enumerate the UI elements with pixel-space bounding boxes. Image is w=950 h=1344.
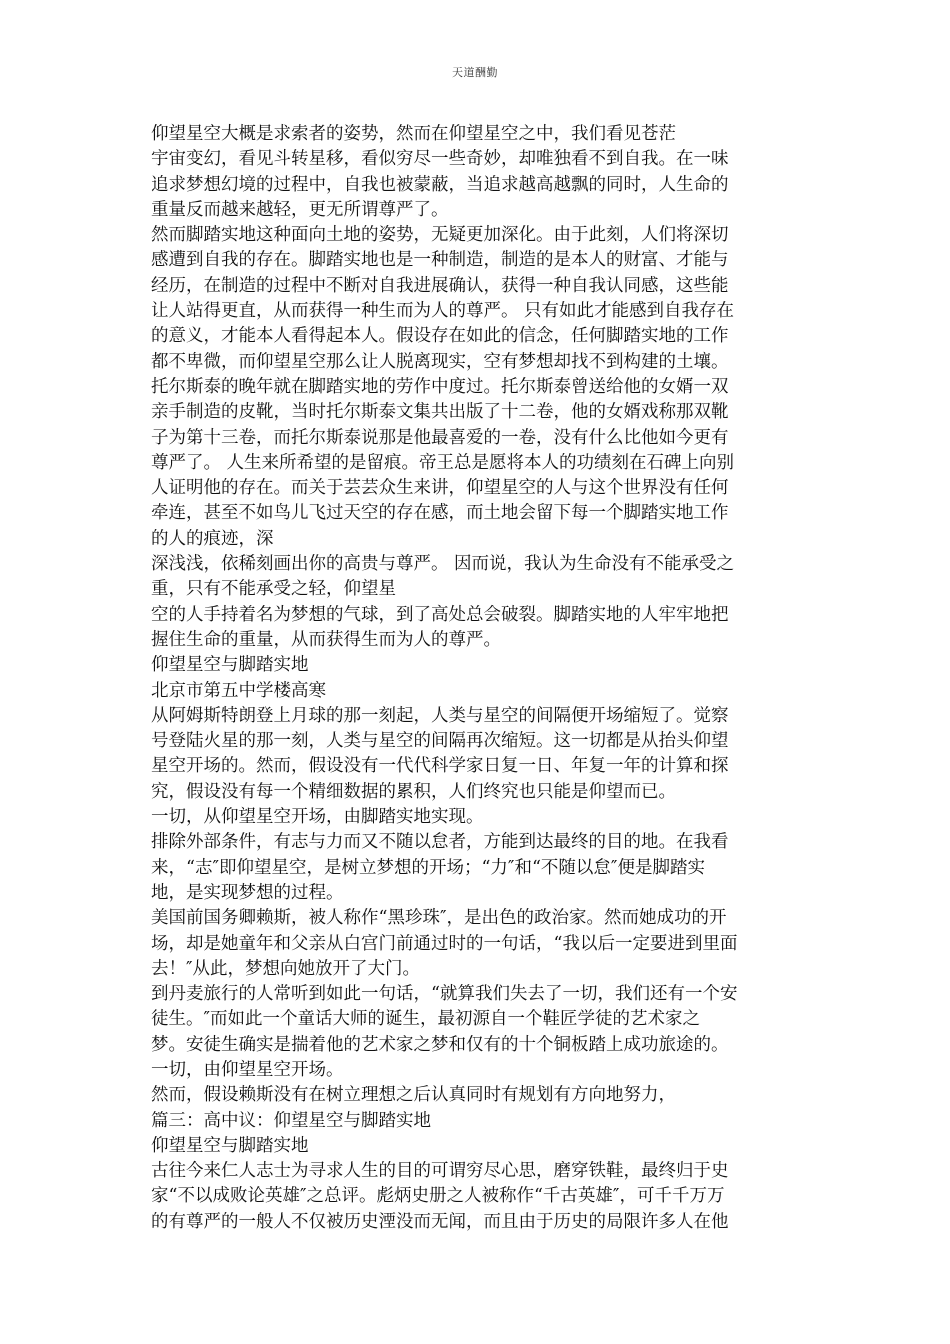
text-line: 来，“志″即仰望星空，是树立梦想的开场；“力″和“不随以怠″便是脚踏实 xyxy=(151,857,705,878)
text-line: 到丹麦旅行的人常听到如此一句话，“就算我们失去了一切，我们还有一个安 xyxy=(151,984,738,1005)
text-line: 牵连，甚至不如鸟儿飞过天空的存在感，而土地会留下每一个脚踏实地工作 xyxy=(151,503,729,524)
text-line: 尊严了。 人生来所希望的是留痕。帝王总是愿将本人的功绩刻在石碑上向别 xyxy=(151,452,735,473)
text-line: 然而脚踏实地这种面向土地的姿势，无疑更加深化。由于此刻，人们将深切 xyxy=(151,225,729,246)
text-line: 梦。安徒生确实是揣着他的艺术家之梦和仅有的十个铜板踏上成功旅途的。 xyxy=(151,1034,729,1055)
text-line: 的人的痕迹，深 xyxy=(151,528,274,549)
text-line: 重量反而越来越轻，更无所谓尊严了。 xyxy=(151,199,449,220)
text-line: 排除外部条件，有志与力而又不随以怠者，方能到达最终的目的地。在我看 xyxy=(151,832,729,853)
text-line: 宇宙变幻，看见斗转星移，看似穷尽一些奇妙，却唯独看不到自我。在一味 xyxy=(151,149,729,170)
text-line: 托尔斯泰的晚年就在脚踏实地的劳作中度过。托尔斯泰曾送给他的女婿一双 xyxy=(151,376,729,397)
text-line: 从阿姆斯特朗登上月球的那一刻起，人类与星空的间隔便开场缩短了。觉察 xyxy=(151,705,729,726)
text-line: 仰望星空大概是求索者的姿势，然而在仰望星空之中，我们看见苍茫 xyxy=(151,124,676,144)
text-line: 场，却是她童年和父亲从白宫门前通过时的一句话，“我以后一定要进到里面 xyxy=(151,933,738,954)
text-line: 都不卑微，而仰望星空那么让人脱离现实，空有梦想却找不到构建的土壤。 xyxy=(151,351,729,372)
text-line: 仰望星空与脚踏实地 xyxy=(151,655,309,676)
text-line: 亲手制造的皮靴，当时托尔斯泰文集共出版了十二卷，他的女婿戏称那双靴 xyxy=(151,402,729,423)
text-line: 地，是实现梦想的过程。 xyxy=(151,882,344,903)
text-line: 篇三：高中议：仰望星空与脚踏实地 xyxy=(151,1110,431,1131)
text-line: 让人站得更直，从而获得一种生而为人的尊严。 只有如此才能感到自我存在 xyxy=(151,301,735,322)
text-line: 的有尊严的一般人不仅被历史湮没而无闻，而且由于历史的局限许多人在他 xyxy=(151,1211,729,1232)
text-line: 深浅浅，依稀刻画出你的高贵与尊严。 因而说，我认为生命没有不能承受之 xyxy=(151,554,735,575)
document-body xyxy=(151,122,791,1235)
text-line: 究，假设没有每一个精细数据的累积，人们终究也只能是仰望而已。 xyxy=(151,781,676,802)
text-line: 古往今来仁人志士为寻求人生的目的可谓穷尽心思，磨穿铁鞋，最终归于史 xyxy=(151,1161,729,1182)
text-line: 仰望星空与脚踏实地 xyxy=(151,1135,309,1156)
text-line: 感遭到自我的存在。脚踏实地也是一种制造，制造的是本人的财富、才能与 xyxy=(151,250,729,271)
text-line: 人证明他的存在。而关于芸芸众生来讲，仰望星空的人与这个世界没有任何 xyxy=(151,478,729,499)
text-line: 去！″从此，梦想向她放开了大门。 xyxy=(151,958,421,979)
text-line: 的意义，才能本人看得起本人。假设存在如此的信念，任何脚踏实地的工作 xyxy=(151,326,729,347)
text-line: 追求梦想幻境的过程中，自我也被蒙蔽，当追求越高越飘的同时，人生命的 xyxy=(151,174,729,195)
text-line: 北京市第五中学楼高寒 xyxy=(151,680,326,701)
text-line: 号登陆火星的那一刻，人类与星空的间隔再次缩短。这一切都是从抬头仰望 xyxy=(151,731,729,752)
text-line: 经历，在制造的过程中不断对自我进展确认，获得一种自我认同感，这些能 xyxy=(151,275,729,296)
text-line: 徒生。″而如此一个童话大师的诞生，最初源自一个鞋匠学徒的艺术家之 xyxy=(151,1009,701,1030)
text-line: 重，只有不能承受之轻，仰望星 xyxy=(151,579,396,600)
text-line: 然而，假设赖斯没有在树立理想之后认真同时有规划有方向地努力， xyxy=(151,1085,676,1106)
text-line: 一切，从仰望星空开场，由脚踏实地实现。 xyxy=(151,807,484,828)
text-line: 子为第十三卷，而托尔斯泰说那是他最喜爱的一卷，没有什么比他如今更有 xyxy=(151,427,729,448)
text-line: 家“不以成败论英雄″之总评。彪炳史册之人被称作“千古英雄″，可千千万万 xyxy=(151,1186,725,1207)
text-line: 美国前国务卿赖斯，被人称作“黑珍珠″，是出色的政治家。然而她成功的开 xyxy=(151,908,727,929)
text-line: 星空开场的。然而，假设没有一代代科学家日复一日、年复一年的计算和探 xyxy=(151,756,729,777)
page-header: 天道酬勤 xyxy=(452,66,498,79)
text-line: 空的人手持着名为梦想的气球，到了高处总会破裂。脚踏实地的人牢牢地把 xyxy=(151,604,729,625)
text-line: 握住生命的重量，从而获得生而为人的尊严。 xyxy=(151,629,501,650)
text-line: 一切，由仰望星空开场。 xyxy=(151,1059,344,1080)
